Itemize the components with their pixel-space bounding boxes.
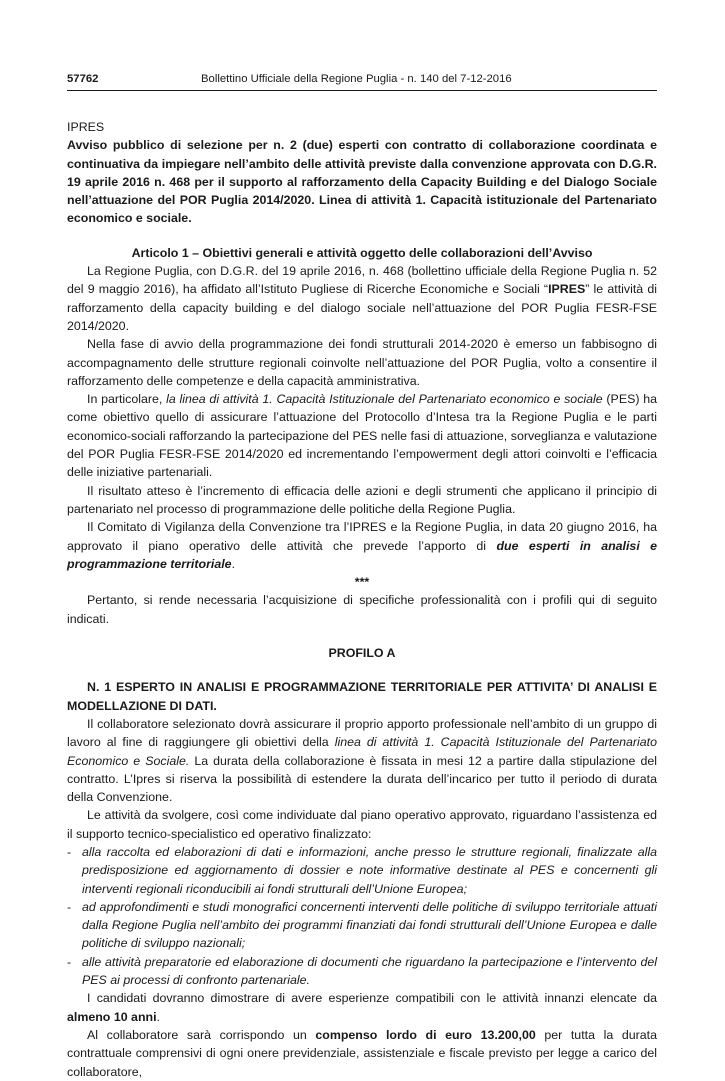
paragraph-10-text: Al collaboratore sarà corrispondo un [87,1027,316,1042]
journal-title: Bollettino Ufficiale della Regione Puglia - n. 140 del 7-12-2016 [201,73,512,85]
paragraph-1 [67,262,657,335]
paragraph-5-text-end: . [231,556,236,571]
paragraph-4: Il risultato atteso è l’incremento di efficacia delle azioni e degli strumenti che applicano il principio di partenariato nel processo di programmazione delle politiche della Regione Puglia. [67,483,657,516]
paragraph-9-bold: almeno 10 anni [67,1009,157,1024]
list-item: - alle attività preparatorie ed elaborazione di documenti che riguardano la partecipazione e l’intervento del PES ai processi di confronto partenariale. [67,953,657,990]
list-item: - ad approfondimenti e studi monografici concernenti interventi delle politiche di sviluppo territoriale attuati dalla Regione Puglia nell’ambito dei programmi finanziati dai fondi strutturali dell’Unione Europea e dalle politiche di sviluppo nazionali; [67,898,657,953]
paragraph-7-text-end: La durata della collaborazione è fissata in mesi 12 a partire dalla stipulazione del contratto. L’Ipres si riserva la possibilità di estendere la durata dell’incarico per tutto il periodo di durata della Convenzione. [67,753,657,805]
paragraph-7 [67,715,657,806]
activities-list [67,843,657,989]
notice-title: Avviso pubblico di selezione per n. 2 (due) esperti con contratto di collaborazione coordinata e continuativa da impiegare nell’ambito delle attività previste dalla convenzione approvata con D.G.R. 19 aprile 2016 n. 468 per il supporto al rafforzamento della Capacity Building e del Dialogo Sociale nell’attuazione del POR Puglia 2014/2020. Linea di attività 1. Capacità istituzionale del Partenariato economico e sociale. [67,138,657,226]
paragraph-3-text: In particolare, [87,392,167,407]
paragraph-1-text: La Regione Puglia, con D.G.R. del 19 aprile 2016, n. 468 (bollettino ufficiale della Regione Puglia n. 52 del 9 maggio 2016), ha affidato all’Istituto Pugliese di Ricerche Economiche e Sociali “ [67,264,657,297]
issuer: IPRES [67,120,105,134]
paragraph-3-text-end: (PES) ha come obiettivo quello di assicurare l’attuazione del Protocollo d’Intesa tra la Regione Puglia e le parti economico-sociali rafforzando la partecipazione del PES nelle fasi di attuazione, sorveglianza e valutazione del POR Puglia FESR-FSE 2014/2020 ed incrementando l’empowerment degli attori coinvolti e l’efficacia delle iniziative partenariali. [67,392,658,480]
profile-subheading: N. 1 ESPERTO IN ANALISI E PROGRAMMAZIONE TERRITORIALE PER ATTIVITA’ DI ANALISI E MODELLAZIONE DI DATI. [67,680,657,713]
paragraph-7-text: Il collaboratore selezionato dovrà assicurare il proprio apporto professionale nell’ambito di un gruppo di lavoro al fine di raggiungere gli obiettivi della [67,716,657,750]
paragraph-7-italic: linea di attività 1. Capacità Istituzionale del Partenariato Economico e Sociale. [67,735,658,768]
paragraph-9 [67,989,657,1026]
ipres-bold: IPRES [548,282,586,297]
list-item: - alla raccolta ed elaborazioni di dati e informazioni, anche presso le strutture regionali, finalizzate alla predisposizione ed aggiornamento di dossier e note informative destinate al PES e concernenti gli interventi regionali riconducibili ai fondi strutturali dell’Unione Europea; [67,843,657,898]
document-body [67,115,657,1081]
paragraph-1-text-end: ” le attività di rafforzamento della capacity building e del dialogo sociale nell’attuazione del POR Puglia FESR-FSE 2014/2020. [67,282,657,333]
paragraph-8: Le attività da svolgere, così come individuate dal piano operativo approvato, riguardano l’assistenza ed il supporto tecnico-specialistico ed operativo finalizzato: [67,808,657,841]
paragraph-5-bold-italic: due esperti in analisi e programmazione territoriale [67,538,658,571]
profile-heading: PROFILO A [328,646,396,661]
paragraph-10 [67,1026,657,1081]
paragraph-10-text-end: per tutta la durata contrattuale comprensivi di ogni onere previdenziale, assistenziale e fiscale previsto per legge a carico del collaboratore, [67,1027,657,1079]
paragraph-5 [67,518,657,573]
separator: *** [354,575,370,590]
paragraph-9-text-end: . [156,1009,160,1024]
paragraph-9-text: I candidati dovranno dimostrare di avere esperienze compatibili con le attività innanzi elencate da [87,991,657,1006]
paragraph-6: Pertanto, si rende necessaria l’acquisizione di specifiche professionalità con i profili qui di seguito indicati. [67,593,657,626]
header-rule [67,90,657,91]
page-number: 57762 [67,73,99,85]
paragraph-3-italic: la linea di attività 1. Capacità Istituzionale del Partenariato economico e sociale [166,392,603,407]
paragraph-2: Nella fase di avvio della programmazione dei fondi strutturali 2014-2020 è emerso un fabbisogno di accompagnamento delle strutture regionali coinvolte nell’attuazione del POR Puglia, volto a consentire il rafforzamento delle competenze e della capacità amministrativa. [67,337,657,388]
paragraph-3 [67,390,657,481]
paragraph-5-text: Il Comitato di Vigilanza della Convenzione tra l’IPRES e la Regione Puglia, in data 20 giugno 2016, ha approvato il piano operativo delle attività che prevede l’apporto di [67,520,657,553]
article-1-heading: Articolo 1 – Obiettivi generali e attività oggetto delle collaborazioni dell’Avviso [131,245,593,260]
paragraph-10-bold: compenso lordo di euro 13.200,00 [315,1027,536,1042]
